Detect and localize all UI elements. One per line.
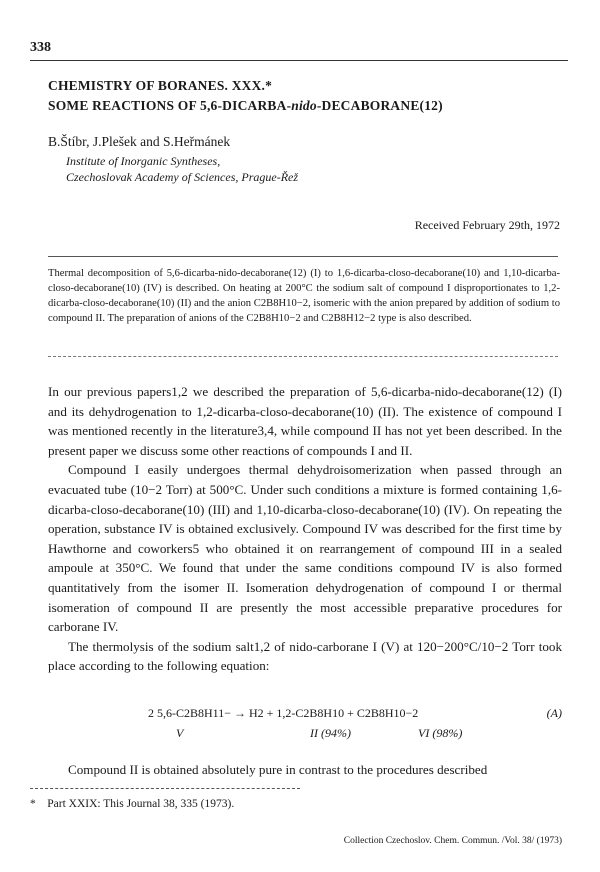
footnote <box>30 798 234 810</box>
abstract-bottom-rule <box>48 356 558 357</box>
affiliation-line1: Institute of Inorganic Syntheses, <box>66 154 221 168</box>
equation-number: (A) <box>546 706 562 720</box>
footnote-rule <box>30 788 300 789</box>
equation-label-vi: VI (98%) <box>418 726 463 740</box>
abstract: Thermal decomposition of 5,6-dicarba-nido-decaborane(12) (I) to 1,6-dicarba-closo-decaborane(10) and 1,10-dicarba-closo-decaborane(10) (IV) is described. On heating at 200°C the sodium salt of compound I disproportionates to 1,2-dicarba-closo-decaborane(10) (II) and the anion C2B8H10−2, isomeric with the anion prepared by addition of sodium to compound II. The preparation of anions of the C2B8H10−2 and C2B8H12−2 type is also described. <box>48 268 560 324</box>
journal-footer: Collection Czechoslov. Chem. Commun. /Vol. 38/ (1973) <box>343 836 562 846</box>
equation-label-v: V <box>176 726 184 740</box>
header-rule <box>30 60 568 61</box>
abstract-top-rule <box>48 256 558 257</box>
article-title-line2 <box>48 98 443 114</box>
paragraph-1: In our previous papers1,2 we described the preparation of 5,6-dicarba-nido-decaborane(12) (I) and its dehydrogenation to 1,2-dicarba-closo-decaborane(10) (II). The existence of compound I was mentioned recently in the literature3,4, while compound II has not yet been described. In the present paper we discuss some other reactions of compounds I and II. <box>48 384 562 458</box>
paragraph-2: Compound I easily undergoes thermal dehydroisomerization when passed through an evacuated tube (10−2 Torr) at 500°C. Under such conditions a mixture is formed containing 1,6-dicarba-closo-decaborane(10) (III) and 1,10-dicarba-closo-decaborane(10) (IV). On repeating the operation, substance IV is obtained exclusively. Compound IV was described for the first time by Hawthorne and coworkers5 who obtained it on rearrangement of compound III in a sealed ampoule at 350°C. We found that under the same conditions compound IV is also formed quantitatively from the isomer II. Isomeration dehydrogenation of compound I or thermal isomeration of compound II are presently the most accessible preparative procedures for carborane IV. <box>48 462 562 635</box>
affiliation-line2: Czechoslovak Academy of Sciences, Prague-Řež <box>66 170 299 184</box>
equation-line: 2 5,6-C2B8H11− → H2 + 1,2-C2B8H10 + C2B8H10−2 <box>148 706 419 720</box>
authors: B.Štíbr, J.Plešek and S.Heřmánek <box>48 134 231 149</box>
footnote-text: Part XXIX: This Journal 38, 335 (1973). <box>47 798 235 810</box>
equation-a <box>48 706 562 750</box>
equation-label-ii: II (94%) <box>310 726 351 740</box>
footnote-mark: * <box>30 798 36 810</box>
article-title-line1: CHEMISTRY OF BORANES. XXX.* <box>48 78 273 93</box>
title-part-a: SOME REACTIONS OF 5,6-DICARBA- <box>48 98 292 113</box>
page-number: 338 <box>30 40 51 55</box>
paragraph-3: The thermolysis of the sodium salt1,2 of nido-carborane I (V) at 120−200°C/10−2 Torr took place according to the following equation: <box>48 638 562 674</box>
title-part-c: -DECABORANE(12) <box>316 98 443 113</box>
body-text <box>48 382 562 676</box>
paragraph-4: Compound II is obtained absolutely pure in contrast to the procedures described <box>68 762 488 777</box>
title-part-nido: nido <box>291 98 317 113</box>
received-date: Received February 29th, 1972 <box>414 218 560 232</box>
